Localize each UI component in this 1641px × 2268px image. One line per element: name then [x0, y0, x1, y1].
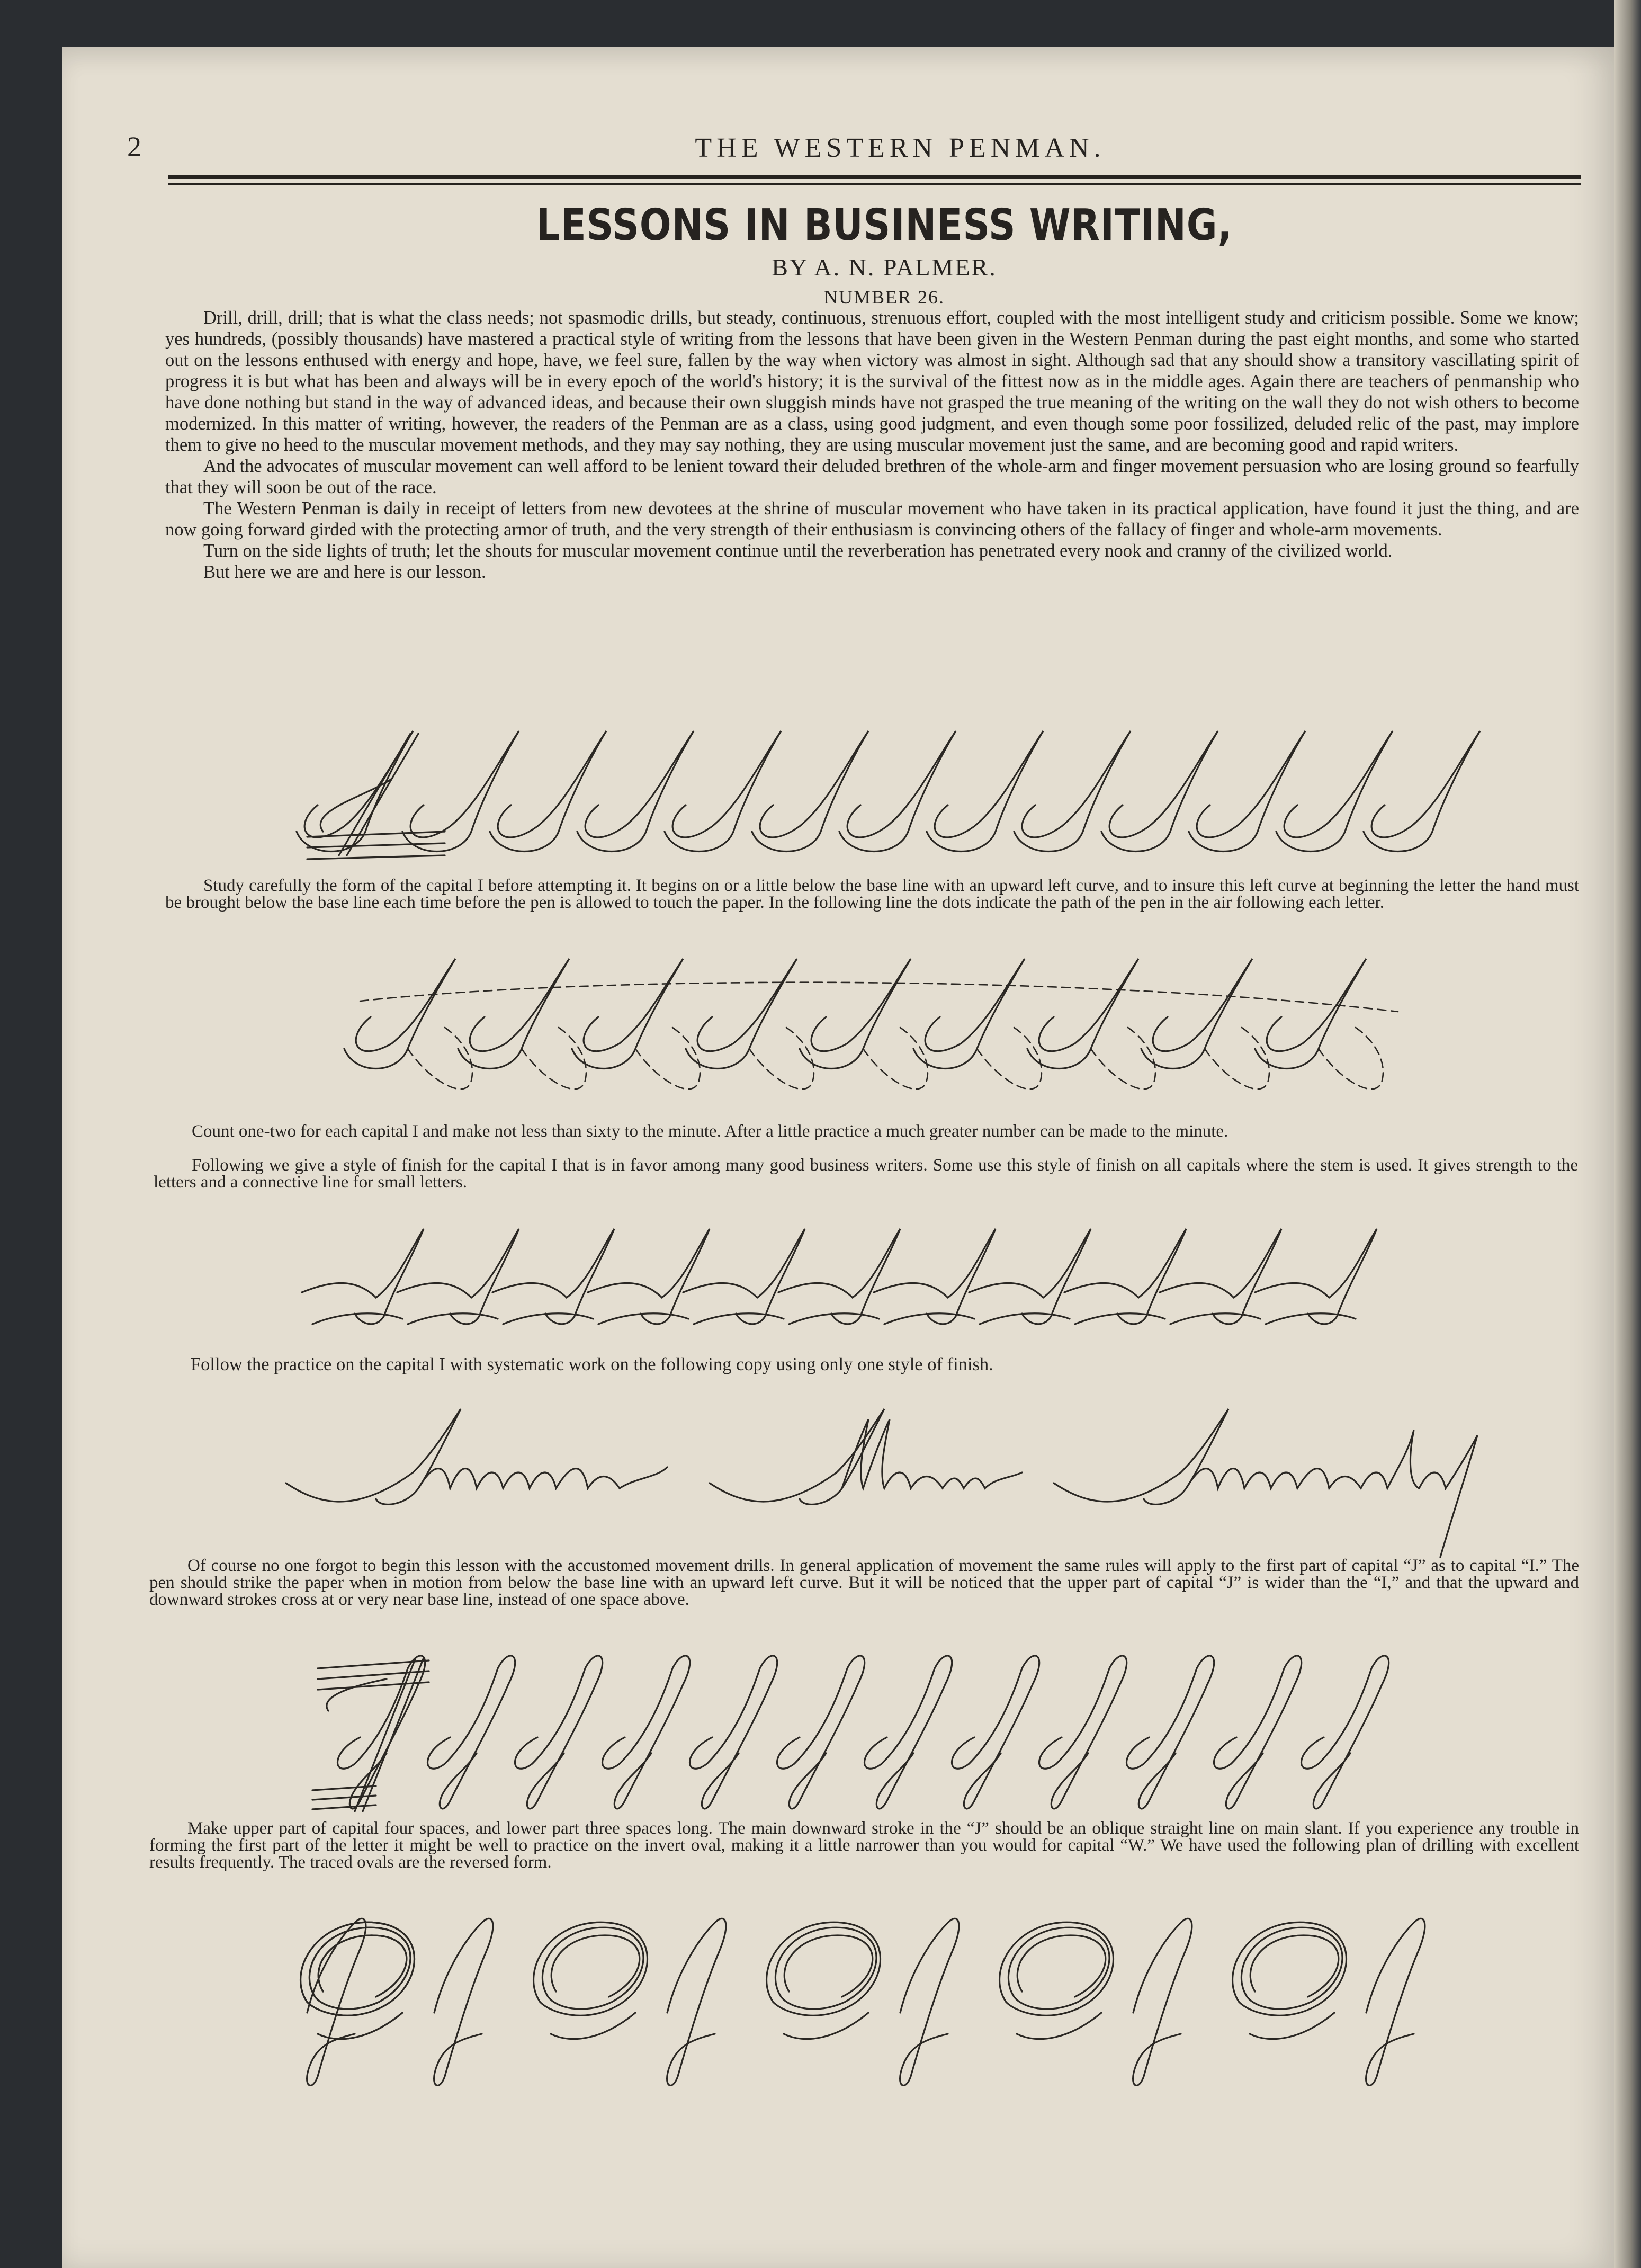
specimen-capital-j-drill	[297, 1647, 1461, 1817]
finish-paragraph: Following we give a style of finish for the capital I that is in favor among many good business writers. Some use this style of finish on all capitals where the stem is used. It gives strength to the letters and a connective line for small letters.	[154, 1156, 1578, 1192]
article-byline: BY A. N. PALMER.	[772, 254, 997, 281]
study-paragraph: Study carefully the form of the capital I before attempting it. It begins on or a little below the base line with an upward left curve, and to insure this left curve at beginning the letter the hand must be brought below the base line each time before the pen is allowed to touch the paper. In the following line the dots indicate the path of the pen in the air following each letter.	[165, 876, 1579, 912]
upper-part-text	[149, 1820, 1579, 1871]
study-text	[165, 877, 1579, 911]
intro-text	[165, 307, 1579, 583]
intro-paragraph-1: Drill, drill, drill; that is what the class needs; not spasmodic drills, but steady, continuous, strenuous effort, coupled with the most intelligent study and criticism possible. Some we know; yes hundreds, (possibly thousands) have mastered a practical style of writing from the lessons that have been given in the Western Penman during the past eight months, and some who started out on the lessons enthused with energy and hope, have, we feel sure, fallen by the way when victory was almost in sight. Although sad that any should show a transitory vascillating spirit of progress it is but what has been and always will be in every epoch of the world's history; it is the survival of the fittest now as in the middle ages. Again there are teachers of penmanship who have done nothing but stand in the way of advanced ideas, and because their own sluggish minds have not grasped the true meaning of the writing on the wall they do not wish others to become modernized. In this matter of writing, however, the readers of the Penman are as a class, using good judgment, and even though some poor fossilized, deluded relic of the past, may implore them to give no heed to the muscular movement methods, and they may say nothing, they are using muscular movement just the same, and are becoming good and rapid writers.	[165, 308, 1579, 455]
page-spine	[1614, 0, 1641, 2268]
count-text	[154, 1123, 1578, 1140]
specimen-copy-line	[275, 1398, 1493, 1568]
intro-paragraph-3: The Western Penman is daily in receipt of letters from new devotees at the shrine of muscular movement who have taken in its practical application, have found it just the thing, and are now going forward girded with the protecting armor of truth, and the very strength of their enthusiasm is convincing others of the fallacy of finger and whole-arm movements.	[165, 498, 1579, 540]
capital-j-text	[149, 1557, 1579, 1608]
capital-j-paragraph: Of course no one forgot to begin this lesson with the accustomed movement drills. In general application of movement the same rules will apply to the first part of capital “J” as to capital “I.” The pen should strike the paper when in motion from below the base line with an upward left curve. But it will be noticed that the upper part of capital “J” is wider than the “I,” and that the upward and downward strokes cross at or very near base line, instead of one space above.	[149, 1556, 1579, 1609]
specimen-capital-i-drill	[286, 720, 1504, 879]
follow-text	[191, 1354, 1461, 1375]
header-rule-thin	[168, 183, 1581, 185]
count-paragraph: Count one-two for each capital I and make not less than sixty to the minute. After a little practice a much greater number can be made to the minute.	[192, 1122, 1228, 1141]
running-head: THE WESTERN PENMAN.	[695, 133, 1106, 163]
finish-text	[154, 1157, 1578, 1191]
specimen-capital-i-air-path	[339, 953, 1461, 1112]
specimen-capital-i-finish	[297, 1218, 1461, 1345]
intro-paragraph-4: Turn on the side lights of truth; let the shouts for muscular movement continue until the reverberation has penetrated every nook and cranny of the civilized world.	[203, 541, 1393, 561]
article-title: LESSONS IN BUSINESS WRITING,	[536, 200, 1233, 251]
page-tear	[1334, 0, 1398, 37]
intro-paragraph-2: And the advocates of muscular movement can well afford to be lenient toward their deluded brethren of the whole-arm and finger movement persuasion who are losing ground so fearfully that they will soon be out of the race.	[165, 456, 1579, 497]
header-rule-thick	[168, 175, 1581, 179]
specimen-oval-j-drill	[286, 1907, 1472, 2097]
page-number: 2	[127, 131, 141, 163]
upper-part-paragraph: Make upper part of capital four spaces, and lower part three spaces long. The main downward stroke in the “J” should be an oblique straight line on main slant. If you experience any trouble in forming the first part of the letter it might be well to practice on the invert oval, making it a little narrower than you would for capital “W.” We have used the following plan of drilling with excellent results frequently. The traced ovals are the reversed form.	[149, 1819, 1579, 1872]
intro-paragraph-5: But here we are and here is our lesson.	[203, 562, 486, 582]
article-number: NUMBER 26.	[823, 287, 945, 308]
follow-paragraph: Follow the practice on the capital I with systematic work on the following copy using only one style of finish.	[191, 1354, 993, 1374]
